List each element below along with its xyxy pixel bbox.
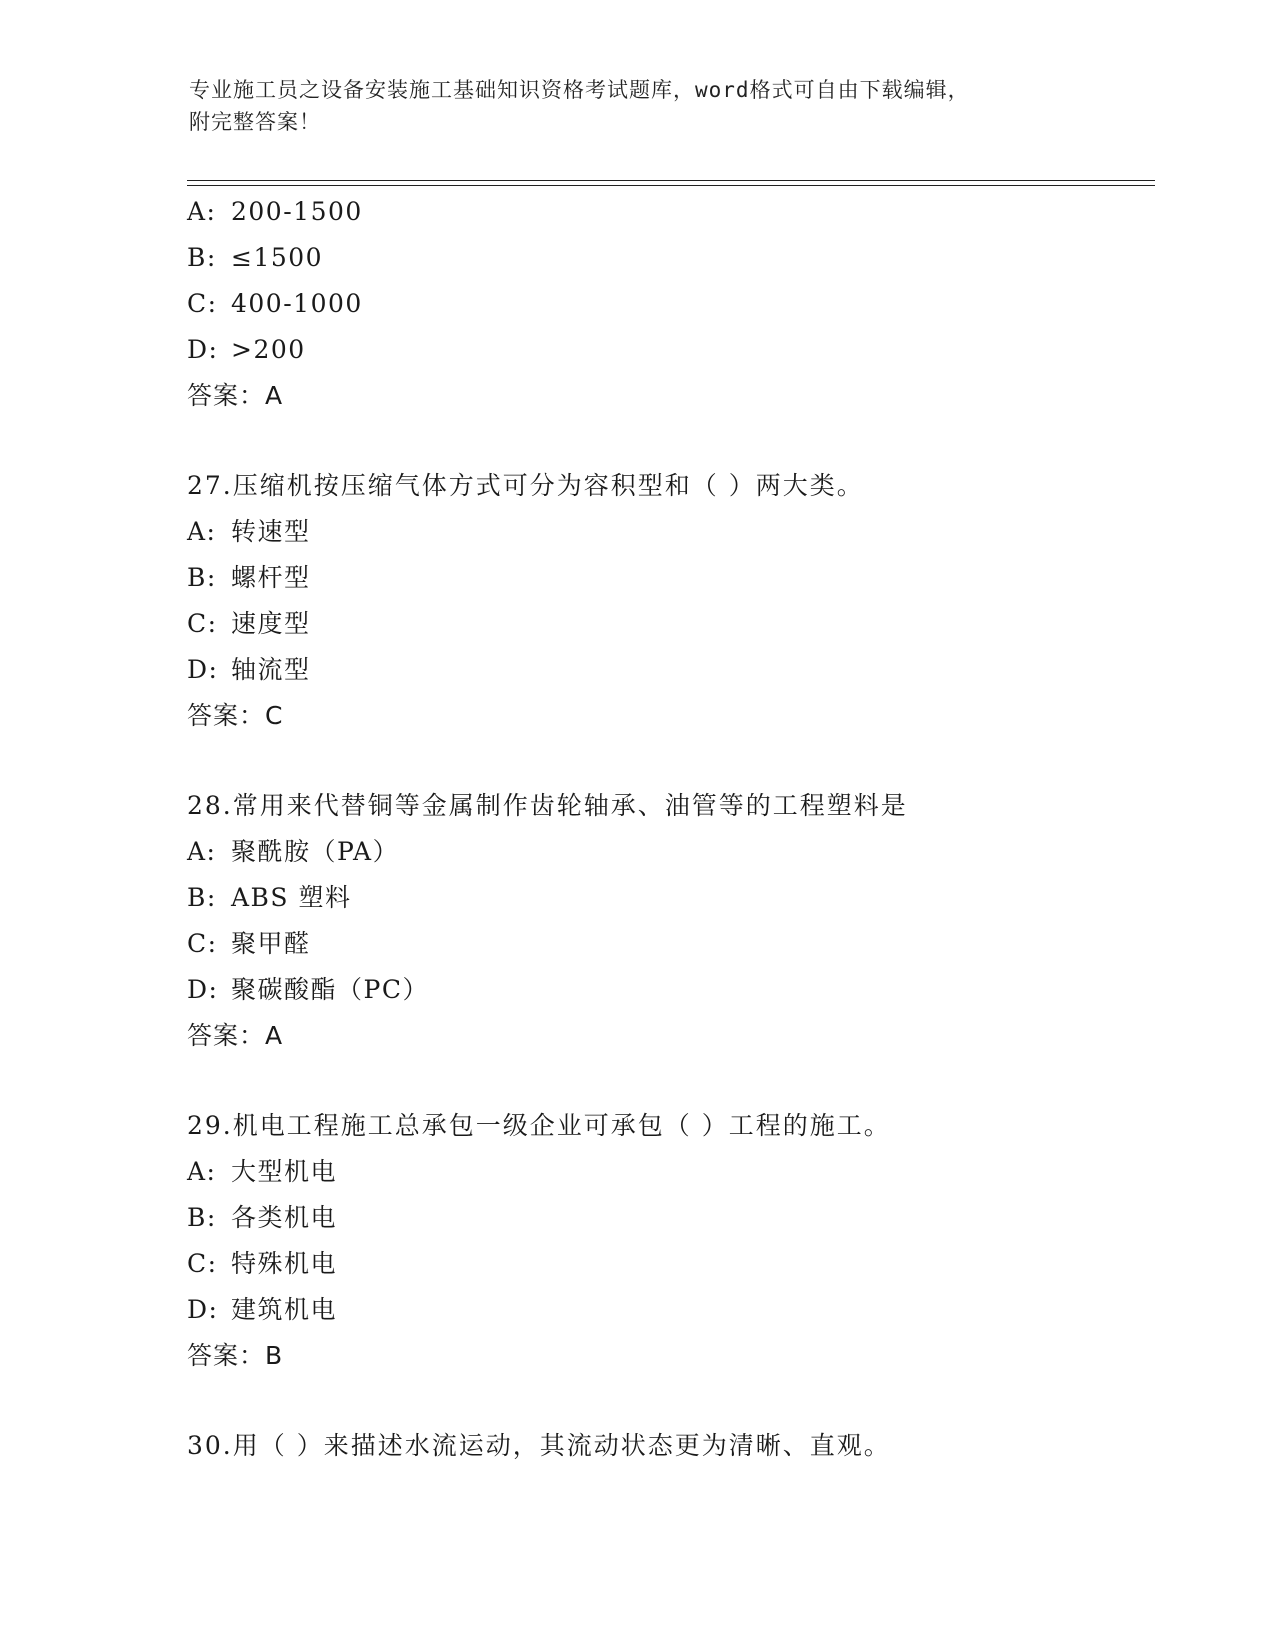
option-b: B: ABS 塑料 — [187, 883, 352, 912]
option-d: D: 聚碳酸酯（PC） — [187, 975, 429, 1004]
question-stem: 27.压缩机按压缩气体方式可分为容积型和（ ）两大类。 — [187, 471, 864, 500]
option-b: B: 各类机电 — [187, 1203, 338, 1232]
question-28 — [187, 783, 1147, 1059]
question-29 — [187, 1103, 1147, 1379]
option-c: C: 400-1000 — [187, 289, 363, 318]
question-stem: 30.用（ ）来描述水流运动，其流动状态更为清晰、直观。 — [187, 1431, 891, 1460]
question-30 — [187, 1423, 1147, 1469]
answer-line: 答案：B — [187, 1341, 284, 1370]
option-d: D: 轴流型 — [187, 655, 311, 684]
option-d: D: >200 — [187, 335, 306, 364]
option-a: A: 转速型 — [187, 517, 311, 546]
option-c: C: 聚甲醛 — [187, 929, 311, 958]
option-c: C: 速度型 — [187, 609, 311, 638]
answer-line: 答案：A — [187, 381, 284, 410]
option-d: D: 建筑机电 — [187, 1295, 338, 1324]
document-header — [189, 74, 1069, 138]
header-line-2: 附完整答案！ — [189, 110, 321, 134]
header-line-1: 专业施工员之设备安装施工基础知识资格考试题库，word格式可自由下载编辑， — [189, 78, 970, 102]
option-a: A: 大型机电 — [187, 1157, 338, 1186]
option-c: C: 特殊机电 — [187, 1249, 338, 1278]
question-stem: 29.机电工程施工总承包一级企业可承包（ ）工程的施工。 — [187, 1111, 891, 1140]
option-b: B: ≤1500 — [187, 243, 324, 272]
question-stem: 28.常用来代替铜等金属制作齿轮轴承、油管等的工程塑料是 — [187, 791, 908, 820]
question-27 — [187, 463, 1147, 739]
question-list — [187, 189, 1147, 1469]
option-a: A: 200-1500 — [187, 197, 363, 226]
option-b: B: 螺杆型 — [187, 563, 311, 592]
question-26 — [187, 189, 1147, 419]
header-rule-top — [187, 180, 1155, 181]
option-a: A: 聚酰胺（PA） — [187, 837, 400, 866]
answer-line: 答案：A — [187, 1021, 284, 1050]
header-rule-bottom — [187, 185, 1155, 186]
answer-line: 答案：C — [187, 701, 284, 730]
